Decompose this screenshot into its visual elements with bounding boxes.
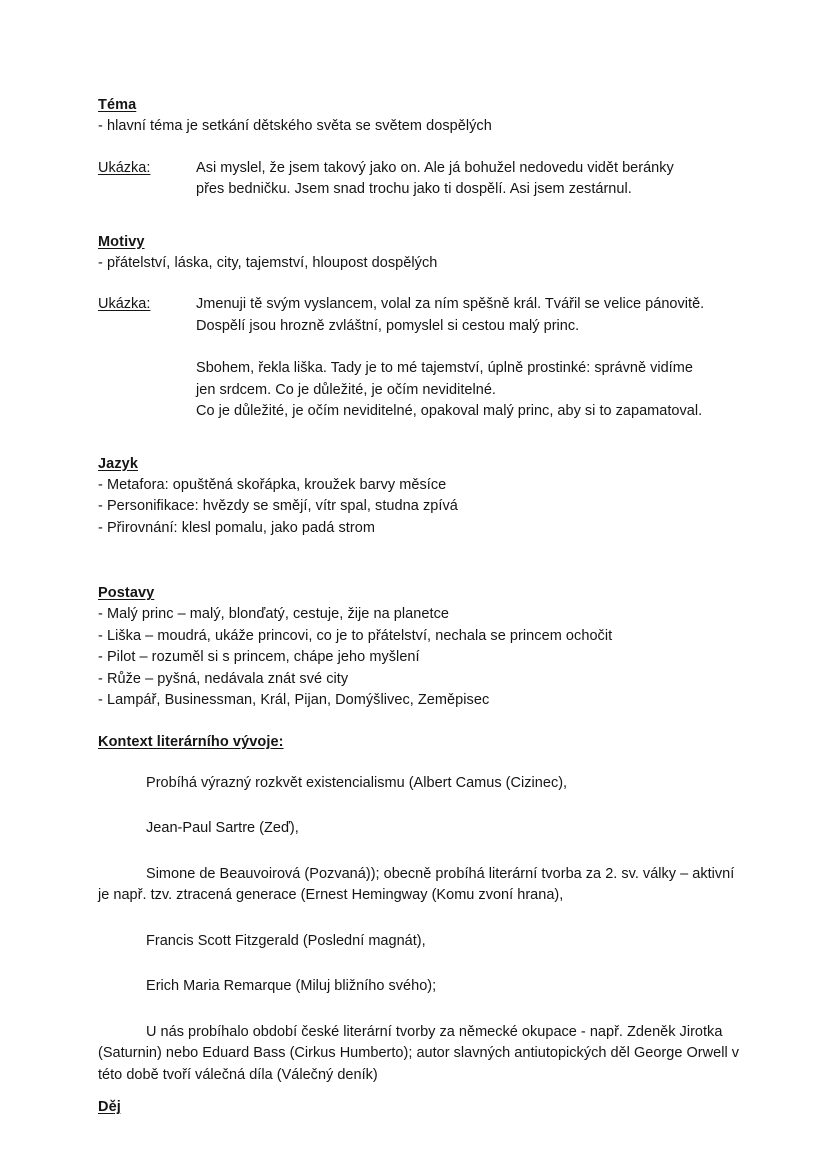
kontext-paragraph-4: Francis Scott Fitzgerald (Poslední magnát), [146,932,426,949]
quote-text-tema [196,158,746,201]
section-postavy [98,583,746,712]
quote-line: Dospělí jsou hrozně zvláštní, pomyslel si cestou malý princ. [196,317,580,334]
spacer [98,138,746,158]
section-tema [98,95,746,201]
quote-line: Sbohem, řekla liška. Tady je to mé tajemství, úplně prostinké: správně vidíme [196,360,693,376]
quote-label-tema: Ukázka: [98,159,151,176]
quote-line: Co je důležité, je očím neviditelné, opakoval malý princ, aby si to zapamatoval. [196,403,703,419]
section-motivy [98,232,746,423]
motivy-quote-row [98,294,746,423]
quote-line: Asi myslel, že jsem takový jako on. Ale já bohužel nedovedu vidět beránky [196,159,674,176]
postavy-bullet-1: - Malý princ – malý, blonďatý, cestuje, žije na planetce [98,606,450,622]
spacer [196,337,746,358]
spacer [98,539,746,583]
quote-text-motivy [196,294,746,423]
jazyk-bullet-1: - Metafora: opuštěná skořápka, kroužek barvy měsíce [98,476,447,493]
motivy-bullet-1: - přátelství, láska, city, tajemství, hloupost dospělých [98,254,438,271]
quote-line: přes bedničku. Jsem snad trochu jako ti dospělí. Asi jsem zestárnul. [196,181,632,197]
kontext-paragraph-1: Probíhá výrazný rozkvět existencialismu (Albert Camus (Cizinec), [146,774,568,791]
quote-line: Jmenuji tě svým vyslancem, volal za ním spěšně král. Tvářil se velice pánovitě. [196,296,705,312]
section-heading-kontext: Kontext literárního vývoje: [98,733,284,750]
postavy-list [98,604,746,712]
section-heading-jazyk: Jazyk [98,455,139,472]
postavy-bullet-2: - Liška – moudrá, ukáže princovi, co je to přátelství, nechala se princem ochočit [98,627,613,644]
spacer [98,201,746,232]
section-heading-postavy: Postavy [98,585,155,601]
document-body [98,95,746,1118]
kontext-paragraph-2: Jean-Paul Sartre (Zeď), [146,820,299,836]
postavy-bullet-3: - Pilot – rozuměl si s princem, chápe jeho myšlení [98,649,420,665]
spacer [98,712,746,732]
section-heading-dej: Děj [98,1099,121,1115]
kontext-paragraph-5: Erich Maria Remarque (Miluj bližního svého); [146,978,437,994]
tema-bullet-1: - hlavní téma je setkání dětského světa se světem dospělých [98,118,492,134]
jazyk-bullet-2: - Personifikace: hvězdy se smějí, vítr spal, studna zpívá [98,498,458,514]
section-heading-motivy: Motivy [98,233,145,250]
section-kontext [98,732,746,1087]
jazyk-bullet-3: - Přirovnání: klesl pomalu, jako padá strom [98,519,375,536]
spacer [98,274,746,294]
spacer [98,423,746,454]
tema-quote-row [98,158,746,201]
jazyk-list [98,475,746,540]
kontext-paragraph-3: Simone de Beauvoirová (Pozvaná)); obecně probíhá literární tvorba za 2. sv. války – aktivní je např. tzv. ztracená generace (Ernest Hemingway (Komu zvoní hrana), [98,865,735,903]
postavy-bullet-4: - Růže – pyšná, nedávala znát své city [98,670,349,687]
quote-label-motivy: Ukázka: [98,296,151,312]
spacer [98,1086,746,1097]
kontext-paragraph-6: U nás probíhalo období české literární tvorby za německé okupace - např. Zdeněk Jirotka (Saturnin) nebo Eduard Bass (Cirkus Humberto); autor slavných antiutopických děl George Orwell v této době tvoří válečná díla (Válečný deník) [98,1023,740,1083]
section-dej [98,1097,746,1118]
postavy-bullet-5: - Lampář, Businessman, Král, Pijan, Domýšlivec, Zeměpisec [98,692,490,708]
section-jazyk [98,454,746,540]
quote-line: jen srdcem. Co je důležité, je očím neviditelné. [196,381,496,398]
spacer [98,753,746,773]
section-heading-tema: Téma [98,97,137,113]
